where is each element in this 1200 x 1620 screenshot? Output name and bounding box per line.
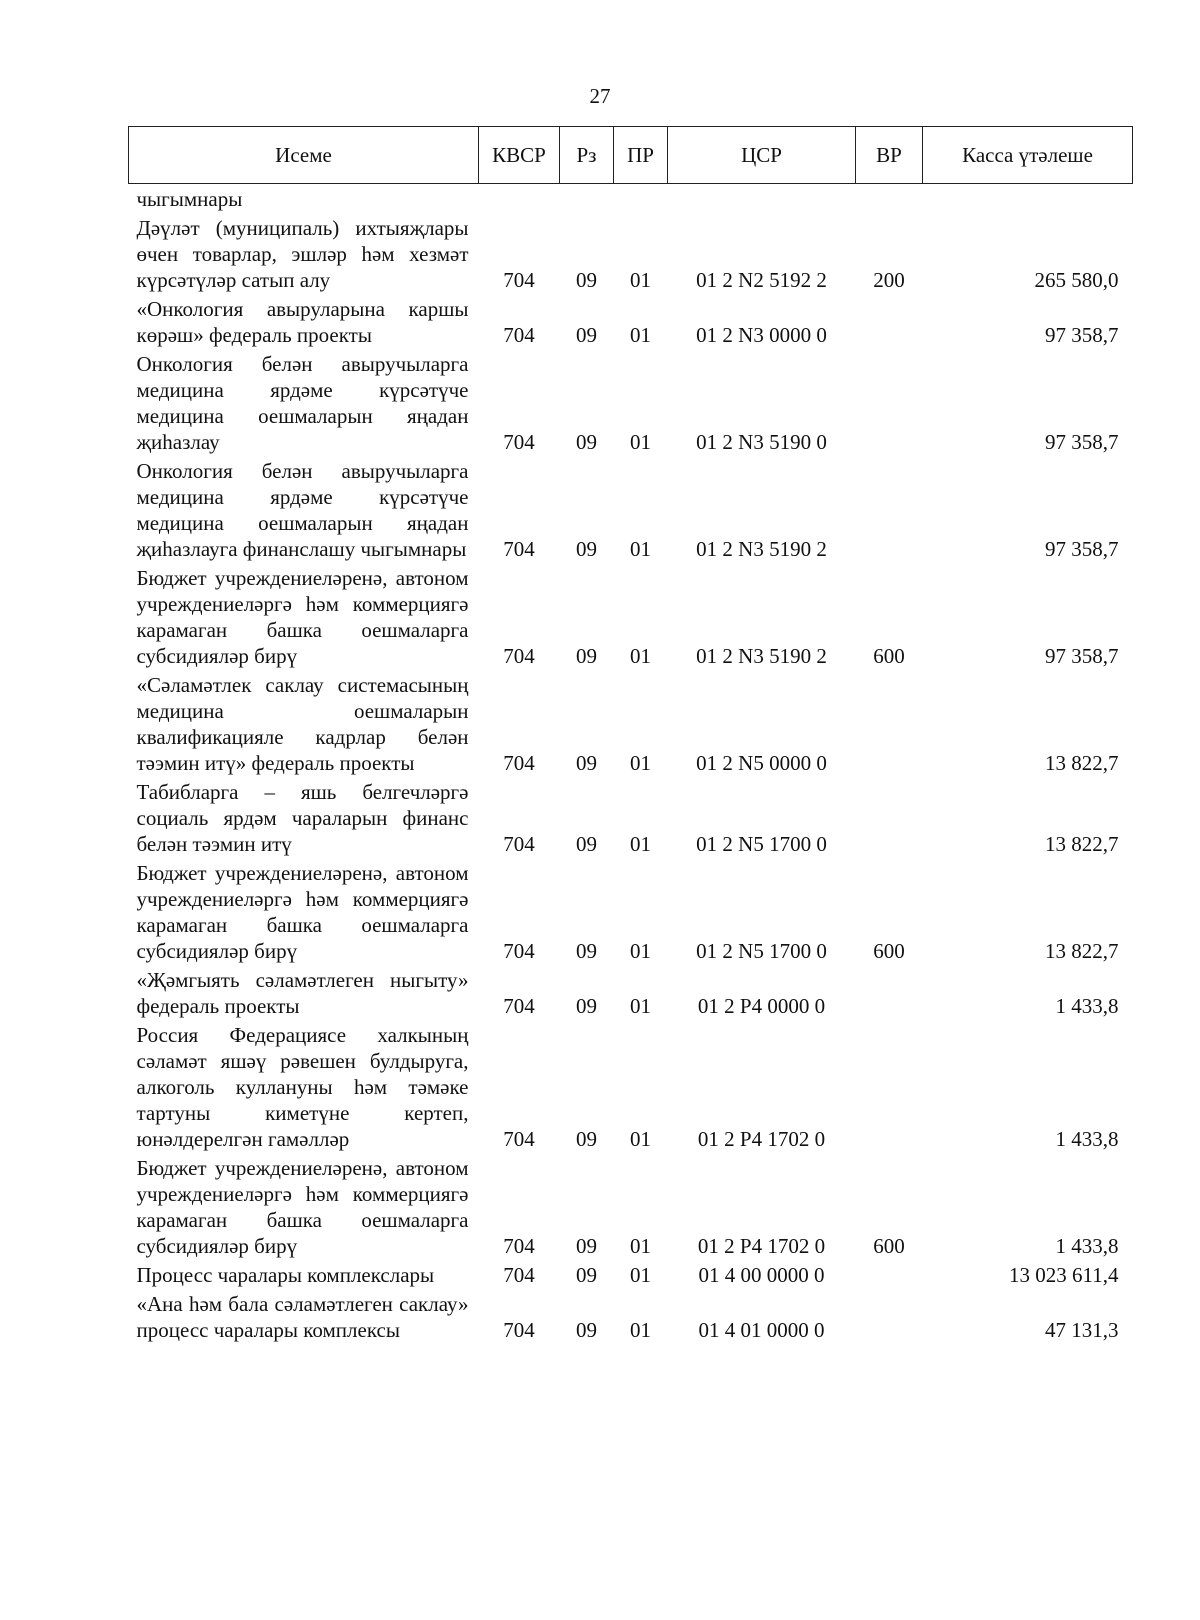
row-rz: 09	[576, 1318, 597, 1342]
row-amount: 97 358,7	[1045, 323, 1119, 347]
row-pr: 01	[630, 537, 651, 561]
row-amount: 13 023 611,4	[1009, 1263, 1119, 1287]
row-vr	[856, 1019, 923, 1152]
row-name: Процесс чаралары комплекслары	[136, 1263, 435, 1287]
row-vr	[856, 293, 923, 348]
row-kvsr: 704	[503, 644, 535, 668]
table-row	[129, 212, 1133, 293]
row-csr: 01 2 N3 5190 2	[696, 644, 827, 668]
row-vr: 200	[873, 268, 905, 292]
row-amount: 265 580,0	[1034, 268, 1119, 292]
continuation-row	[129, 184, 1133, 213]
header-pr: ПР	[614, 127, 668, 184]
header-amount: Касса үтәлеше	[923, 127, 1133, 184]
row-name: Онкология белән авыручыларга медицина ярдәме күрсәтүче медицина оешмаларын яңадан җиһазлауга финанслашу чыгымнары	[136, 459, 469, 561]
row-pr: 01	[630, 644, 651, 668]
header-rz: Рз	[560, 127, 614, 184]
row-amount: 1 433,8	[1055, 1234, 1119, 1258]
row-rz: 09	[576, 832, 597, 856]
row-kvsr: 704	[503, 430, 535, 454]
table-row	[129, 1259, 1133, 1288]
row-csr: 01 2 P4 1702 0	[697, 1234, 826, 1258]
table-row	[129, 776, 1133, 857]
row-csr: 01 4 01 0000 0	[698, 1318, 825, 1342]
row-pr: 01	[630, 1234, 651, 1258]
row-amount: 13 822,7	[1045, 939, 1119, 963]
row-rz: 09	[576, 1127, 597, 1151]
row-csr: 01 2 N5 0000 0	[696, 751, 827, 775]
row-csr: 01 2 N5 1700 0	[696, 832, 827, 856]
row-vr	[856, 776, 923, 857]
row-pr: 01	[630, 1263, 651, 1287]
row-pr: 01	[630, 430, 651, 454]
row-vr: 600	[873, 644, 905, 668]
row-name: «Җәмгыять сәламәтлеген ныгыту» федераль проекты	[136, 968, 469, 1018]
row-name: Дәүләт (муниципаль) ихтыяҗлары өчен товарлар, эшләр һәм хезмәт күрсәтүләр сатып алу	[136, 216, 469, 292]
table-header-row	[129, 127, 1133, 184]
row-rz: 09	[576, 994, 597, 1018]
row-amount: 97 358,7	[1045, 430, 1119, 454]
row-amount: 47 131,3	[1045, 1318, 1119, 1342]
row-csr: 01 2 P4 1702 0	[697, 1127, 826, 1151]
row-name: Бюджет учреждениеләренә, автоном учреждениеләргә һәм коммерциягә карамаган башка оешмаларга субсидияләр бирү	[136, 861, 469, 963]
row-kvsr: 704	[503, 994, 535, 1018]
row-pr: 01	[630, 1318, 651, 1342]
row-csr: 01 2 N3 0000 0	[696, 323, 827, 347]
row-amount: 13 822,7	[1045, 832, 1119, 856]
row-kvsr: 704	[503, 1318, 535, 1342]
row-kvsr: 704	[503, 537, 535, 561]
row-kvsr: 704	[503, 1263, 535, 1287]
header-kvsr: КВСР	[479, 127, 560, 184]
row-rz: 09	[576, 751, 597, 775]
row-name: Бюджет учреждениеләренә, автоном учреждениеләргә һәм коммерциягә карамаган башка оешмаларга субсидияләр бирү	[136, 566, 469, 668]
row-pr: 01	[630, 939, 651, 963]
budget-table	[128, 126, 1133, 1343]
row-rz: 09	[576, 537, 597, 561]
row-kvsr: 704	[503, 939, 535, 963]
row-vr: 600	[873, 1234, 905, 1258]
row-name: Бюджет учреждениеләренә, автоном учреждениеләргә һәм коммерциягә карамаган башка оешмаларга субсидияләр бирү	[136, 1156, 469, 1258]
table-row	[129, 455, 1133, 562]
header-vr: ВР	[856, 127, 923, 184]
row-csr: 01 4 00 0000 0	[698, 1263, 825, 1287]
row-vr	[856, 1259, 923, 1288]
row-kvsr: 704	[503, 1127, 535, 1151]
header-csr: ЦСР	[668, 127, 856, 184]
table-row	[129, 964, 1133, 1019]
row-name: Онкология белән авыручыларга медицина ярдәме күрсәтүче медицина оешмаларын яңадан җиһазлау	[136, 352, 469, 454]
table-row	[129, 562, 1133, 669]
row-rz: 09	[576, 1263, 597, 1287]
row-rz: 09	[576, 323, 597, 347]
table-row	[129, 348, 1133, 455]
row-name: «Онкология авыруларына каршы көрәш» федераль проекты	[136, 297, 469, 347]
row-csr: 01 2 N2 5192 2	[696, 268, 827, 292]
row-pr: 01	[630, 832, 651, 856]
row-vr: 600	[873, 939, 905, 963]
row-pr: 01	[630, 994, 651, 1018]
row-vr	[856, 669, 923, 776]
row-vr	[856, 455, 923, 562]
row-csr: 01 2 N3 5190 0	[696, 430, 827, 454]
row-vr	[856, 1288, 923, 1343]
row-amount: 97 358,7	[1045, 644, 1119, 668]
row-kvsr: 704	[503, 323, 535, 347]
row-rz: 09	[576, 939, 597, 963]
page-number: 27	[589, 84, 611, 108]
table-row	[129, 1019, 1133, 1152]
row-pr: 01	[630, 268, 651, 292]
row-name: Россия Федерациясе халкының сәламәт яшәү рәвешен булдыруга, алкоголь куллануны һәм тәмәке тартуны киметүне кертеп, юнәлдерелгән гамәлләр	[136, 1023, 469, 1151]
row-amount: 97 358,7	[1045, 537, 1119, 561]
row-rz: 09	[576, 1234, 597, 1258]
row-kvsr: 704	[503, 751, 535, 775]
continuation-text: чыгымнары	[136, 187, 243, 211]
table-row	[129, 669, 1133, 776]
row-name: «Ана һәм бала сәламәтлеген саклау» процесс чаралары комплексы	[136, 1292, 469, 1342]
row-vr	[856, 348, 923, 455]
row-pr: 01	[630, 1127, 651, 1151]
row-csr: 01 2 P4 0000 0	[697, 994, 826, 1018]
row-rz: 09	[576, 268, 597, 292]
row-rz: 09	[576, 644, 597, 668]
row-rz: 09	[576, 430, 597, 454]
row-amount: 13 822,7	[1045, 751, 1119, 775]
row-name: «Сәламәтлек саклау системасының медицина оешмаларын квалификацияле кадрлар белән тәэмин итү» федераль проекты	[136, 673, 469, 775]
row-amount: 1 433,8	[1055, 994, 1119, 1018]
table-row	[129, 1288, 1133, 1343]
row-kvsr: 704	[503, 1234, 535, 1258]
row-kvsr: 704	[503, 832, 535, 856]
row-pr: 01	[630, 751, 651, 775]
table-row	[129, 857, 1133, 964]
row-vr	[856, 964, 923, 1019]
row-amount: 1 433,8	[1055, 1127, 1119, 1151]
header-name: Исеме	[129, 127, 479, 184]
row-pr: 01	[630, 323, 651, 347]
table-row	[129, 293, 1133, 348]
row-csr: 01 2 N5 1700 0	[696, 939, 827, 963]
row-kvsr: 704	[503, 268, 535, 292]
table-row	[129, 1152, 1133, 1259]
row-name: Табибларга – яшь белгечләргә социаль ярдәм чараларын финанс белән тәэмин итү	[136, 780, 469, 856]
row-csr: 01 2 N3 5190 2	[696, 537, 827, 561]
